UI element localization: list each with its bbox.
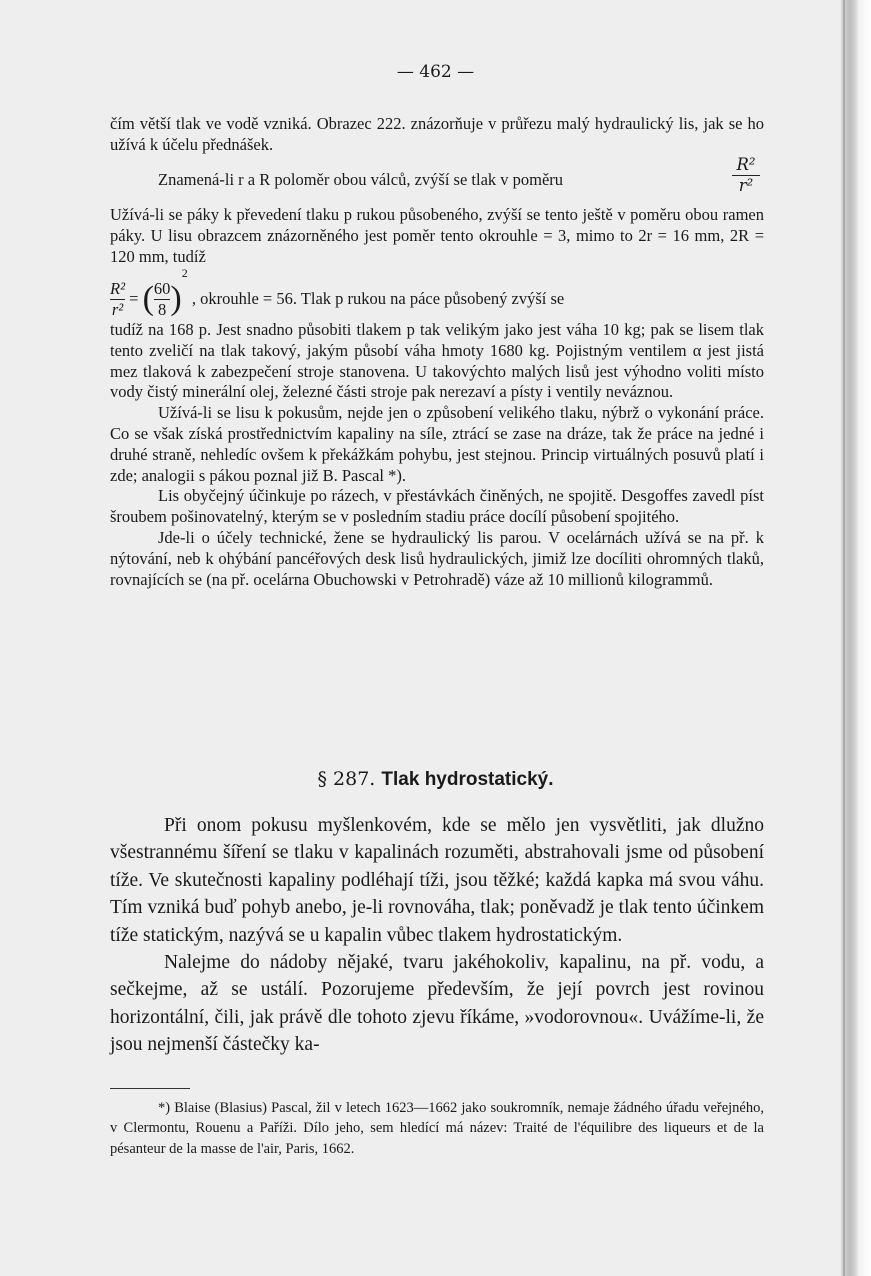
paragraph-2: Znamená-li r a R poloměr obou válců, zvýší se tlak v poměru	[158, 170, 564, 189]
eq-exponent: 2	[181, 266, 188, 280]
big-paragraph-1: Při onom pokusu myšlenkovém, kde se mělo jen vysvětliti, jak dlužno všestrannému šíření se tlaku v kapalinách rozuměti, abstrahovali jsme od působení tíže. Ve skutečnosti kapaliny podléhají tíži, jsou těžké; každá kapka má svou váhu. Tím vzniká buď pohyb anebo, je-li rovnováha, tlak; poněvadž je tlak tento účinkem tíže statickým, nazývá se u kapalin vůbec tlakem hydrostatickým.	[110, 815, 764, 946]
text-block-3	[110, 205, 764, 267]
page-edge-line	[843, 0, 845, 1276]
eq-inner-denominator: 8	[158, 299, 167, 319]
paragraph-6: Lis obyčejný účinkuje po rázech, v přestávkách činěných, ne spojitě. Desgoffes zavedl píst šroubem pošinovatelný, kterým se v posledním stadiu práce docílí působení spojitého.	[110, 486, 764, 527]
paragraph-5: Užívá-li se lisu k pokusům, nejde jen o způsobení velikého tlaku, nýbrž o vykonání práce. Co se však získá prostřednictvím kapaliny na síle, ztrácí se zase na dráze, tak že práce na jedné i druhé straně, nehledíc ovšem k překážkám pohybu, jest stejnou. Princip virtuálných posuvů platí i zde; analogii s pákou poznal již B. Pascal *).	[110, 403, 764, 485]
ratio-fraction	[726, 156, 766, 195]
footnote-text: *) Blaise (Blasius) Pascal, žil v letech 1623—1662 jako soukromník, nemaje žádného úřadu veřejného, v Clermontu, Rouenu a Paříži. Dílo jeho, sem hledící má název: Traité de l'équilibre des liqueurs et de la pésanteur de la masse de l'air, Paris, 1662.	[110, 1100, 764, 1157]
section-title: Tlak hydrostatický.	[381, 769, 554, 790]
text-block-large	[110, 812, 764, 1059]
text-block-4	[110, 320, 764, 590]
page-number: — 462 —	[396, 62, 475, 82]
eq-inner-numerator: 60	[153, 278, 171, 298]
eq-left-denominator: r²	[111, 299, 124, 319]
equation	[110, 266, 564, 319]
paragraph-4: tudíž na 168 p. Jest snadno působiti tlakem p tak velikým jako jest váha 10 kg; pak se lisem tlak tento zveličí na tlak takový, jakým působí váha hmoty 1680 kg. Pojistným ventilem α jest jistá mez tlaková k zabezpečení stroje stanovena. U takovýchto malých lisů jest výhodno voliti místo vody čistý minerální olej, železné části stroje pak nerezaví a písty i ventily neváznou.	[110, 320, 764, 402]
text-block-ratio	[110, 170, 710, 191]
paragraph-1: čím větší tlak ve vodě vzniká. Obrazec 222. znázorňuje v průřezu malý hydraulický lis, jak se ho užívá k účelu přednášek.	[110, 114, 764, 154]
text-block-top	[110, 114, 764, 156]
eq-inner-fraction	[154, 280, 171, 319]
section-number: § 287.	[317, 768, 376, 790]
eq-left-numerator: R²	[110, 278, 126, 298]
eq-paren-close: )	[170, 280, 182, 318]
section-heading	[0, 768, 871, 791]
ratio-numerator: R²	[736, 155, 756, 174]
paragraph-3: Užívá-li se páky k převedení tlaku p rukou působeného, zvýší se tento ještě v poměru obou ramen páky. U lisu obrazcem znázorněného jest poměr tento okrouhle = 3, mimo to 2r = 16 mm, 2R = 120 mm, tudíž	[110, 205, 764, 266]
eq-paren-open: (	[142, 280, 154, 318]
footnote-rule	[110, 1088, 190, 1089]
page-edge-shadow	[841, 0, 871, 1276]
ratio-denominator: r²	[738, 176, 754, 195]
big-paragraph-2: Nalejme do nádoby nějaké, tvaru jakéhokoliv, kapalinu, na př. vodu, a sečkejme, až se ustálí. Pozorujeme především, že její povrch jest rovinou horizontální, čili, jak právě dle tohoto zjevu říkáme, »vodorovnou«. Uvážíme-li, že jsou nejmenší částečky ka-	[110, 952, 764, 1056]
footnote	[110, 1098, 764, 1159]
eq-after-text: , okrouhle = 56. Tlak p rukou na páce působený zvýší se	[191, 289, 565, 309]
paragraph-7: Jde-li o účely technické, žene se hydraulický lis parou. V ocelárnách užívá se na př. k nýtování, neb k ohýbání pancéřových desk lisů hydraulických, jimiž lze docíliti ohromných tlaků, rovnajících se (na př. ocelárna Obuchowski v Petrohradě) váze až 10 millionů kilogrammů.	[110, 527, 764, 589]
eq-equals: =	[129, 289, 139, 309]
eq-left-fraction	[110, 280, 125, 319]
